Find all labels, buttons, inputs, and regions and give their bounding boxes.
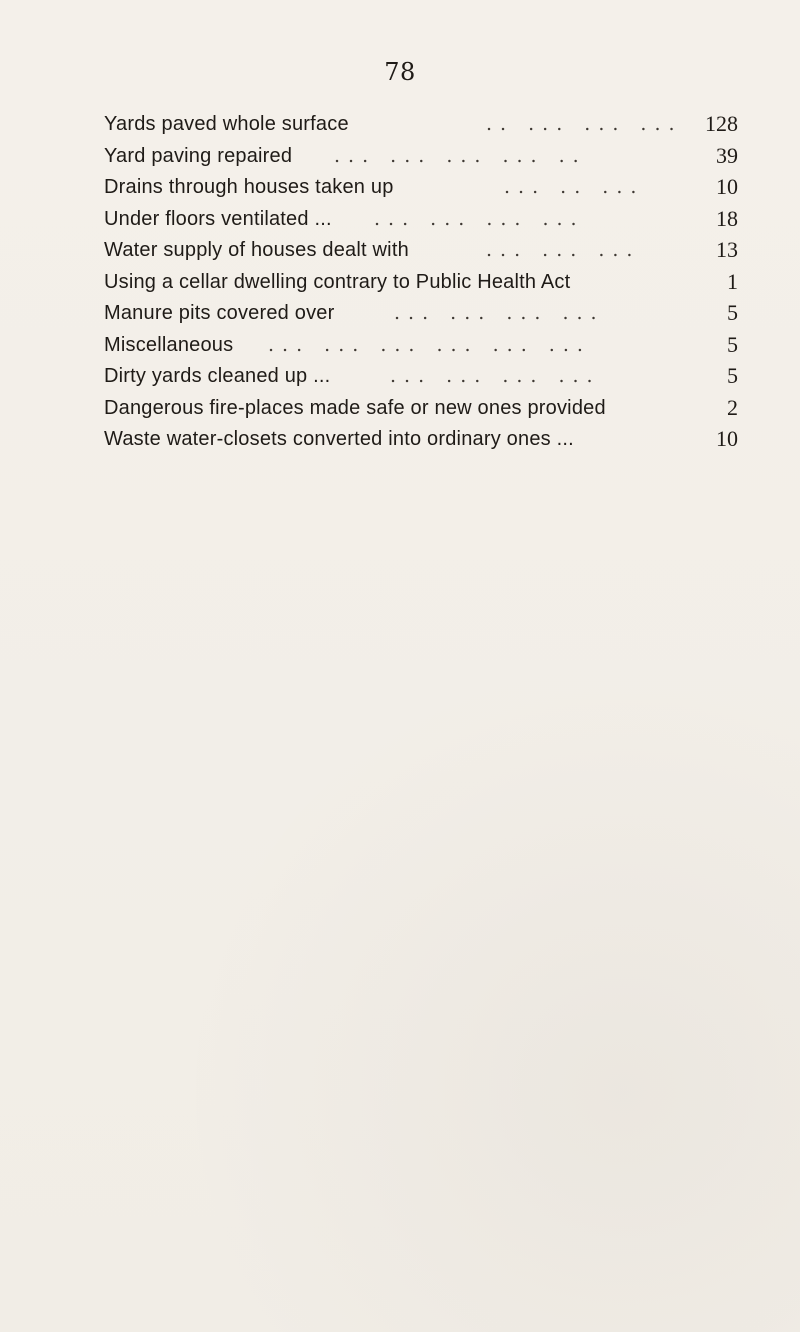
entry-label: Dangerous fire-places made safe or new ones provided	[104, 396, 606, 419]
list-item	[104, 268, 738, 300]
list-item	[104, 142, 738, 174]
list-item	[104, 425, 738, 457]
entry-value: 5	[727, 331, 738, 357]
list-item	[104, 236, 738, 268]
entry-value: 10	[716, 174, 738, 199]
dot-leader: ... ... ... ...	[390, 365, 601, 387]
list-item	[104, 173, 738, 205]
entry-label: Using a cellar dwelling contrary to Public Health Act	[104, 270, 571, 293]
dot-leader: ... .. ...	[504, 176, 645, 198]
dot-leader: ... ... ... ...	[374, 207, 585, 230]
list-item	[104, 362, 738, 394]
entry-value: 2	[727, 394, 738, 420]
dot-leader: ... ... ... ... ... ...	[268, 333, 591, 356]
entry-value: 13	[716, 237, 738, 262]
entry-label: Drains through houses taken up	[104, 176, 394, 198]
list-item	[104, 331, 738, 363]
entry-label: Manure pits covered over	[104, 302, 335, 324]
dot-leader: ... ... ... ...	[394, 302, 605, 324]
list-item	[104, 394, 738, 426]
entry-value: 10	[716, 426, 738, 451]
entry-value: 128	[705, 111, 738, 136]
list-item	[104, 110, 738, 142]
list-item	[104, 205, 738, 237]
entry-label: Under floors ventilated ...	[104, 207, 332, 230]
dot-leader: .. ... ... ...	[486, 113, 683, 135]
list-item	[104, 299, 738, 331]
entry-value: 5	[727, 363, 738, 388]
page-number: 78	[384, 58, 416, 86]
entry-value: 1	[727, 268, 738, 294]
entry-value: 39	[716, 142, 738, 168]
entry-label: Miscellaneous	[104, 333, 234, 356]
entry-label: Dirty yards cleaned up ...	[104, 365, 331, 387]
entry-label: Yards paved whole surface	[104, 113, 349, 135]
dot-leader: ... ... ...	[486, 239, 641, 261]
entry-value: 5	[727, 300, 738, 325]
entry-value: 18	[716, 205, 738, 231]
entry-label: Waste water-closets converted into ordinary ones ...	[104, 428, 574, 450]
entry-label: Yard paving repaired	[104, 144, 293, 167]
entry-label: Water supply of houses dealt with	[104, 239, 409, 261]
dot-leader: ... ... ... ... ..	[334, 144, 587, 167]
sanitary-work-list	[104, 110, 738, 457]
